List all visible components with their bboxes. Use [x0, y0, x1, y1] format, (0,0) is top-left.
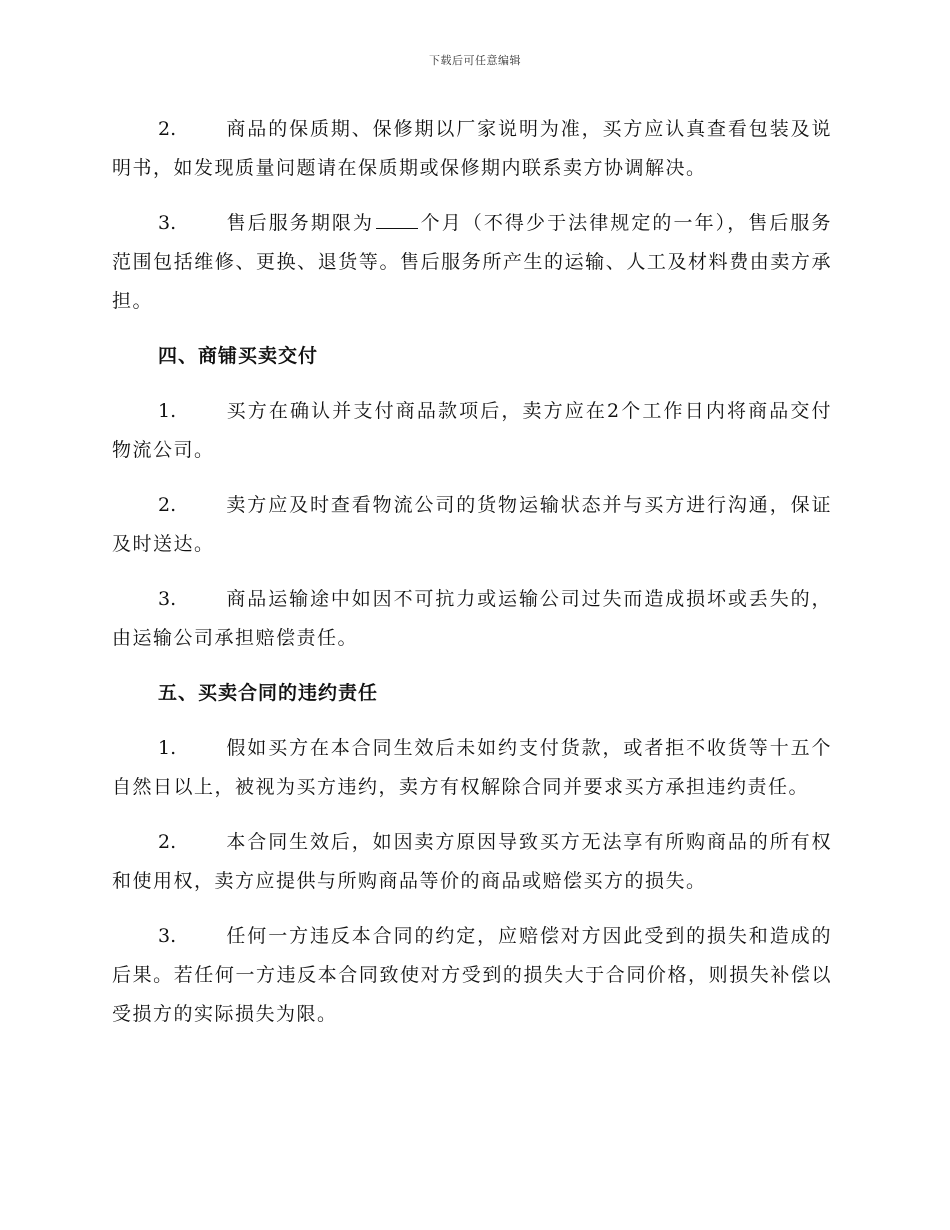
clause-number: 3.	[158, 925, 177, 947]
document-body	[112, 110, 832, 1050]
clause-text: 买方在确认并支付商品款项后，卖方应在2个工作日内将商品交付物流公司。	[112, 400, 832, 461]
clause-5-1	[112, 729, 832, 807]
clause-5-2	[112, 823, 832, 901]
clause-3-3	[112, 204, 832, 321]
clause-number: 1.	[158, 400, 177, 422]
clause-text: 售后服务期限为	[226, 212, 375, 234]
section-5-heading: 五、买卖合同的违约责任	[158, 682, 379, 704]
clause-text: 假如买方在本合同生效后未如约支付货款，或者拒不收货等十五个自然日以上，被视为买方违约，卖方有权解除合同并要求买方承担违约责任。	[112, 737, 832, 798]
clause-text: 商品的保质期、保修期以厂家说明为准，买方应认真查看包装及说明书，如发现质量问题请在保质期或保修期内联系卖方协调解决。	[112, 118, 832, 179]
clause-text: 商品运输途中如因不可抗力或运输公司过失而造成损坏或丢失的，由运输公司承担赔偿责任。	[112, 588, 832, 649]
page-header: 下载后可任意编辑	[429, 54, 521, 67]
clause-4-3	[112, 580, 832, 658]
clause-3-2	[112, 110, 832, 188]
clause-text: 卖方应及时查看物流公司的货物运输状态并与买方进行沟通，保证及时送达。	[112, 494, 832, 555]
clause-text: 个月（不得少于法律规定的一年），售后服务范围包括维修、更换、退货等。售后服务所产生的运输、人工及材料费由卖方承担。	[112, 212, 832, 312]
section-4-heading: 四、商铺买卖交付	[158, 345, 319, 367]
clause-number: 3.	[158, 588, 177, 610]
clause-4-1	[112, 392, 832, 470]
clause-number: 1.	[158, 737, 177, 759]
fill-in-blank	[376, 206, 418, 229]
clause-number: 2.	[158, 494, 177, 516]
clause-4-2	[112, 486, 832, 564]
clause-5-3	[112, 917, 832, 1034]
clause-number: 3.	[158, 212, 177, 234]
clause-number: 2.	[158, 118, 177, 140]
clause-text: 本合同生效后，如因卖方原因导致买方无法享有所购商品的所有权和使用权，卖方应提供与所购商品等价的商品或赔偿买方的损失。	[112, 831, 832, 892]
clause-number: 2.	[158, 831, 177, 853]
clause-text: 任何一方违反本合同的约定，应赔偿对方因此受到的损失和造成的后果。若任何一方违反本合同致使对方受到的损失大于合同价格，则损失补偿以受损方的实际损失为限。	[112, 925, 832, 1025]
